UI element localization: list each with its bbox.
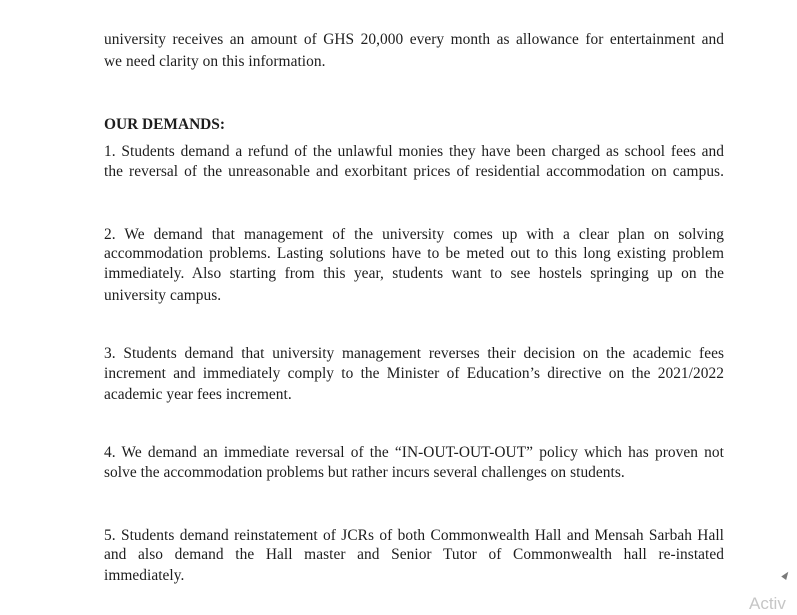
- demand-3-line-2: increment and immediately comply to the Minister of Education’s directive on the 2021/2022: [104, 365, 724, 382]
- activation-watermark: Activ: [749, 594, 786, 613]
- demand-5-line-2: and also demand the Hall master and Senior Tutor of Commonwealth hall re-instated: [104, 546, 724, 563]
- demand-2-line-3: immediately. Also starting from this year, students want to see hostels springing up on the: [104, 265, 724, 282]
- demand-4-line-1: 4. We demand an immediate reversal of the “IN-OUT-OUT-OUT” policy which has proven not: [104, 444, 724, 461]
- demand-3-line-1: 3. Students demand that university management reverses their decision on the academic fees: [104, 345, 724, 362]
- demand-4-line-2: solve the accommodation problems but rather incurs several challenges on students.: [104, 464, 625, 481]
- demand-5-line-3: immediately.: [104, 567, 185, 584]
- demands-heading: OUR DEMANDS:: [104, 116, 225, 133]
- demand-3-line-3: academic year fees increment.: [104, 386, 292, 403]
- intro-line-2: we need clarity on this information.: [104, 53, 326, 70]
- demand-2-line-1: 2. We demand that management of the university comes up with a clear plan on solving: [104, 226, 724, 243]
- intro-line-1: university receives an amount of GHS 20,000 every month as allowance for entertainment and: [104, 31, 724, 48]
- demand-5-line-1: 5. Students demand reinstatement of JCRs of both Commonwealth Hall and Mensah Sarbah Hall: [104, 527, 724, 544]
- mouse-pointer-icon: [781, 570, 791, 580]
- demand-1-line-1: 1. Students demand a refund of the unlawful monies they have been charged as school fees and: [104, 143, 724, 160]
- demand-2-line-4: university campus.: [104, 287, 222, 304]
- demand-2-line-2: accommodation problems. Lasting solutions have to be meted out to this long existing problem: [104, 245, 724, 262]
- demand-1-line-2: the reversal of the unreasonable and exorbitant prices of residential accommodation on campus.: [104, 163, 724, 180]
